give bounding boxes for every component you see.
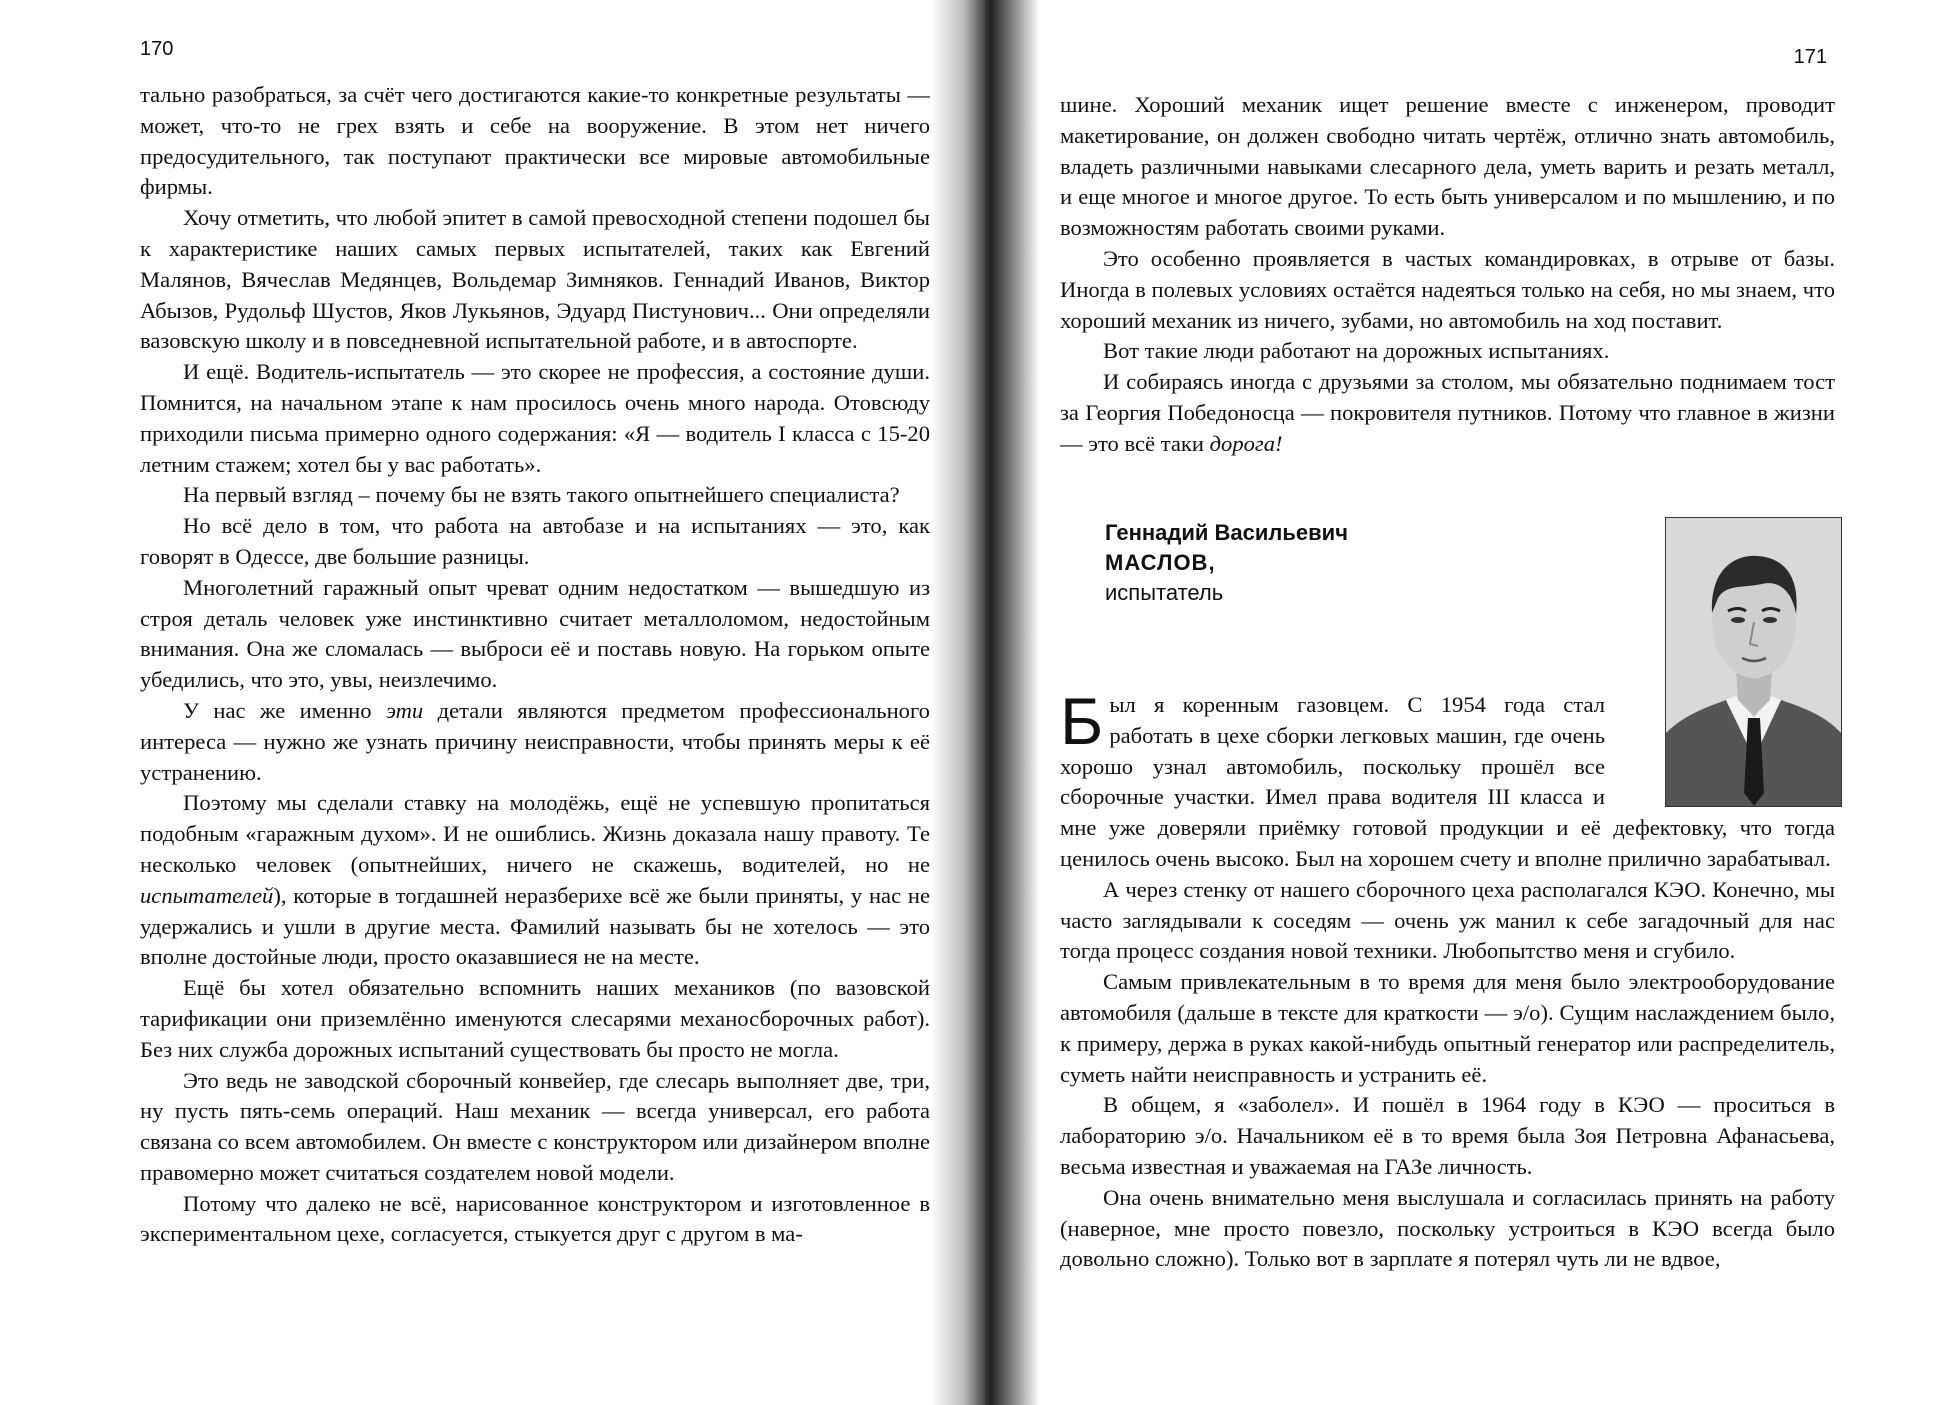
emphasis: испытателей [140, 882, 274, 908]
paragraph: На первый взгляд – почему бы не взять такого опытнейшего специалиста? [183, 482, 900, 508]
paragraph: А через стенку от нашего сборочного цеха располагался КЭО. Конечно, мы часто заглядывали к соседям — очень уж манил к себе загадочный для нас тогда процесс создания новой техники. Любопытство меня и сгубило. [1060, 876, 1835, 964]
paragraph: Потому что далеко не всё, нарисованное конструктором и изготовленное в экспериментальном цехе, согласуется, стыкуется друг с другом в ма- [140, 1190, 930, 1247]
paragraph: Но всё дело в том, что работа на автобазе и на испытаниях — это, как говорят в Одессе, две большие разницы. [140, 513, 930, 569]
left-page-body [140, 80, 930, 1250]
page-number-right: 171 [1793, 46, 1827, 68]
emphasis: эти [385, 697, 424, 723]
paragraph-text: У нас же именно [183, 697, 386, 723]
bio-surname: МАСЛОВ, [1105, 550, 1216, 575]
bio-heading [1105, 518, 1445, 608]
paragraph-text: ), которые в тогдашней неразберихе всё же были приняты, у нас не удержались и ушли в другие места. Фамилий называть бы не хотелось — это вполне достойные люди, просто оказавшиеся не на месте. [140, 882, 930, 970]
paragraph: Самым привлекательным в то время для меня было электрооборудование автомобиля (дальше в тексте для краткости — э/о). Сущим наслаждением было, к примеру, держа в руках какой-нибудь опытный генератор или распределитель, суметь найти неисправность и устранить её. [1060, 969, 1835, 1087]
paragraph: Хочу отметить, что любой эпитет в самой превосходной степени подошел бы к характеристике наших самых первых испытателей, таких как Евгений Малянов, Вячеслав Медянцев, Вольдемар Зимняков. Геннадий Иванов, Виктор Абызов, Рудольф Шустов, Яков Лукьянов, Эдуард Пистунович... Они определяли вазовскую школу и в повседневной испытательной работе, и в автоспорте. [140, 205, 930, 354]
paragraph: В общем, я «заболел». И пошёл в 1964 году в КЭО — проситься в лабораторию э/о. Начальником её в то время была Зоя Петровна Афанасьева, весьма известная и уважаемая на ГАЗе личность. [1060, 1092, 1835, 1179]
right-page-body [1060, 90, 1835, 460]
paragraph [140, 788, 930, 973]
bio-intro-text: ыл я коренным газовцем. С 1954 года стал работать в цехе сборки легковых машин, где очень хорошо узнал автомобиль, поскольку прошёл все сборочные участки. Имел права водителя III класса и мне уже доверяли приёмку готовой продукции и её дефектовку, что тогда ценилось очень высоко. Был на хорошем счету и вполне прилично зарабатывал. [1060, 692, 1835, 871]
paragraph [1060, 367, 1835, 459]
paragraph: тально разобраться, за счёт чего достигаются какие-то конкретные результаты — может, что-то не грех взять и себе на вооружение. В этом нет ничего предосудительного, так поступают практически все мировые автомобильные фирмы. [140, 82, 930, 200]
paragraph: И ещё. Водитель-испытатель — это скорее не профессия, а состояние души. Помнится, на начальном этапе к нам просилось очень много народа. Отовсюду приходили письма примерно одного содержания: «Я — водитель I класса с 15-20 летним стажем; хотел бы у вас работать». [140, 359, 930, 477]
drop-cap: Б [1060, 684, 1104, 758]
paragraph [140, 696, 930, 788]
paragraph: Вот такие люди работают на дорожных испытаниях. [1103, 338, 1610, 364]
emphasis: дорога! [1209, 430, 1283, 456]
paragraph: Многолетний гаражный опыт чреват одним недостатком — вышедшую из строя деталь человек уже инстинктивно считает металлоломом, недостойным внимания. Она же сломалась — выброси её и поставь новую. На горьком опыте убедились, что это, увы, неизлечимо. [140, 574, 930, 693]
photo-spacer [1605, 690, 1835, 805]
bio-intro-paragraph [1060, 684, 1835, 875]
paragraph-text: И собираясь иногда с друзьями за столом, мы обязательно поднимаем тост за Георгия Победоносца — покровителя путников. Потому что главное в жизни — это всё таки [1060, 369, 1835, 456]
paragraph: Это ведь не заводской сборочный конвейер, где слесарь выполняет две, три, ну пусть пять-семь операций. Наш механик — всегда универсал, его работа связана со всем автомобилем. Он вместе с конструктором или дизайнером вполне правомерно может считаться создателем новой модели. [140, 1067, 930, 1185]
paragraph-text: детали являются предметом профессионального интереса — нужно же узнать причину неисправности, чтобы принять меры к её устранению. [140, 697, 930, 785]
bio-body [1060, 684, 1835, 1275]
paragraph: Она очень внимательно меня выслушала и согласилась принять на работу (наверное, мне просто повезло, поскольку устроиться в КЭО всегда было довольно сложно). Только вот в зарплате я потерял чуть ли не вдвое, [1060, 1184, 1835, 1272]
page-number-left: 170 [140, 38, 174, 60]
paragraph: Ещё бы хотел обязательно вспомнить наших механиков (по вазовской тарификации они приземлённо именуются слесарями механосборочных работ). Без них служба дорожных испытаний существовать бы просто не могла. [140, 975, 930, 1062]
paragraph-text: Поэтому мы сделали ставку на молодёжь, ещё не успевшую пропитаться подобным «гаражным духом». И не ошиблись. Жизнь доказала нашу правоту. Те несколько человек (опытнейших, ничего не скажешь, водителей, но не [140, 790, 930, 877]
bio-role: испытатель [1105, 580, 1224, 605]
paragraph: шине. Хороший механик ищет решение вместе с инженером, проводит макетирование, он должен свободно читать чертёж, отлично знать автомобиль, владеть различными навыками слесарного дела, уметь варить и резать металл, и еще многое и многое другое. То есть быть универсалом и по мышлению, и по возможностям работать своими руками. [1060, 92, 1835, 241]
paragraph: Это особенно проявляется в частых командировках, в отрыве от базы. Иногда в полевых условиях остаётся надеяться только на себя, но мы знаем, что хороший механик из ничего, зубами, но автомобиль на ход поставит. [1060, 245, 1835, 333]
bio-first-names: Геннадий Васильевич [1105, 520, 1348, 545]
right-page [975, 0, 1945, 1405]
